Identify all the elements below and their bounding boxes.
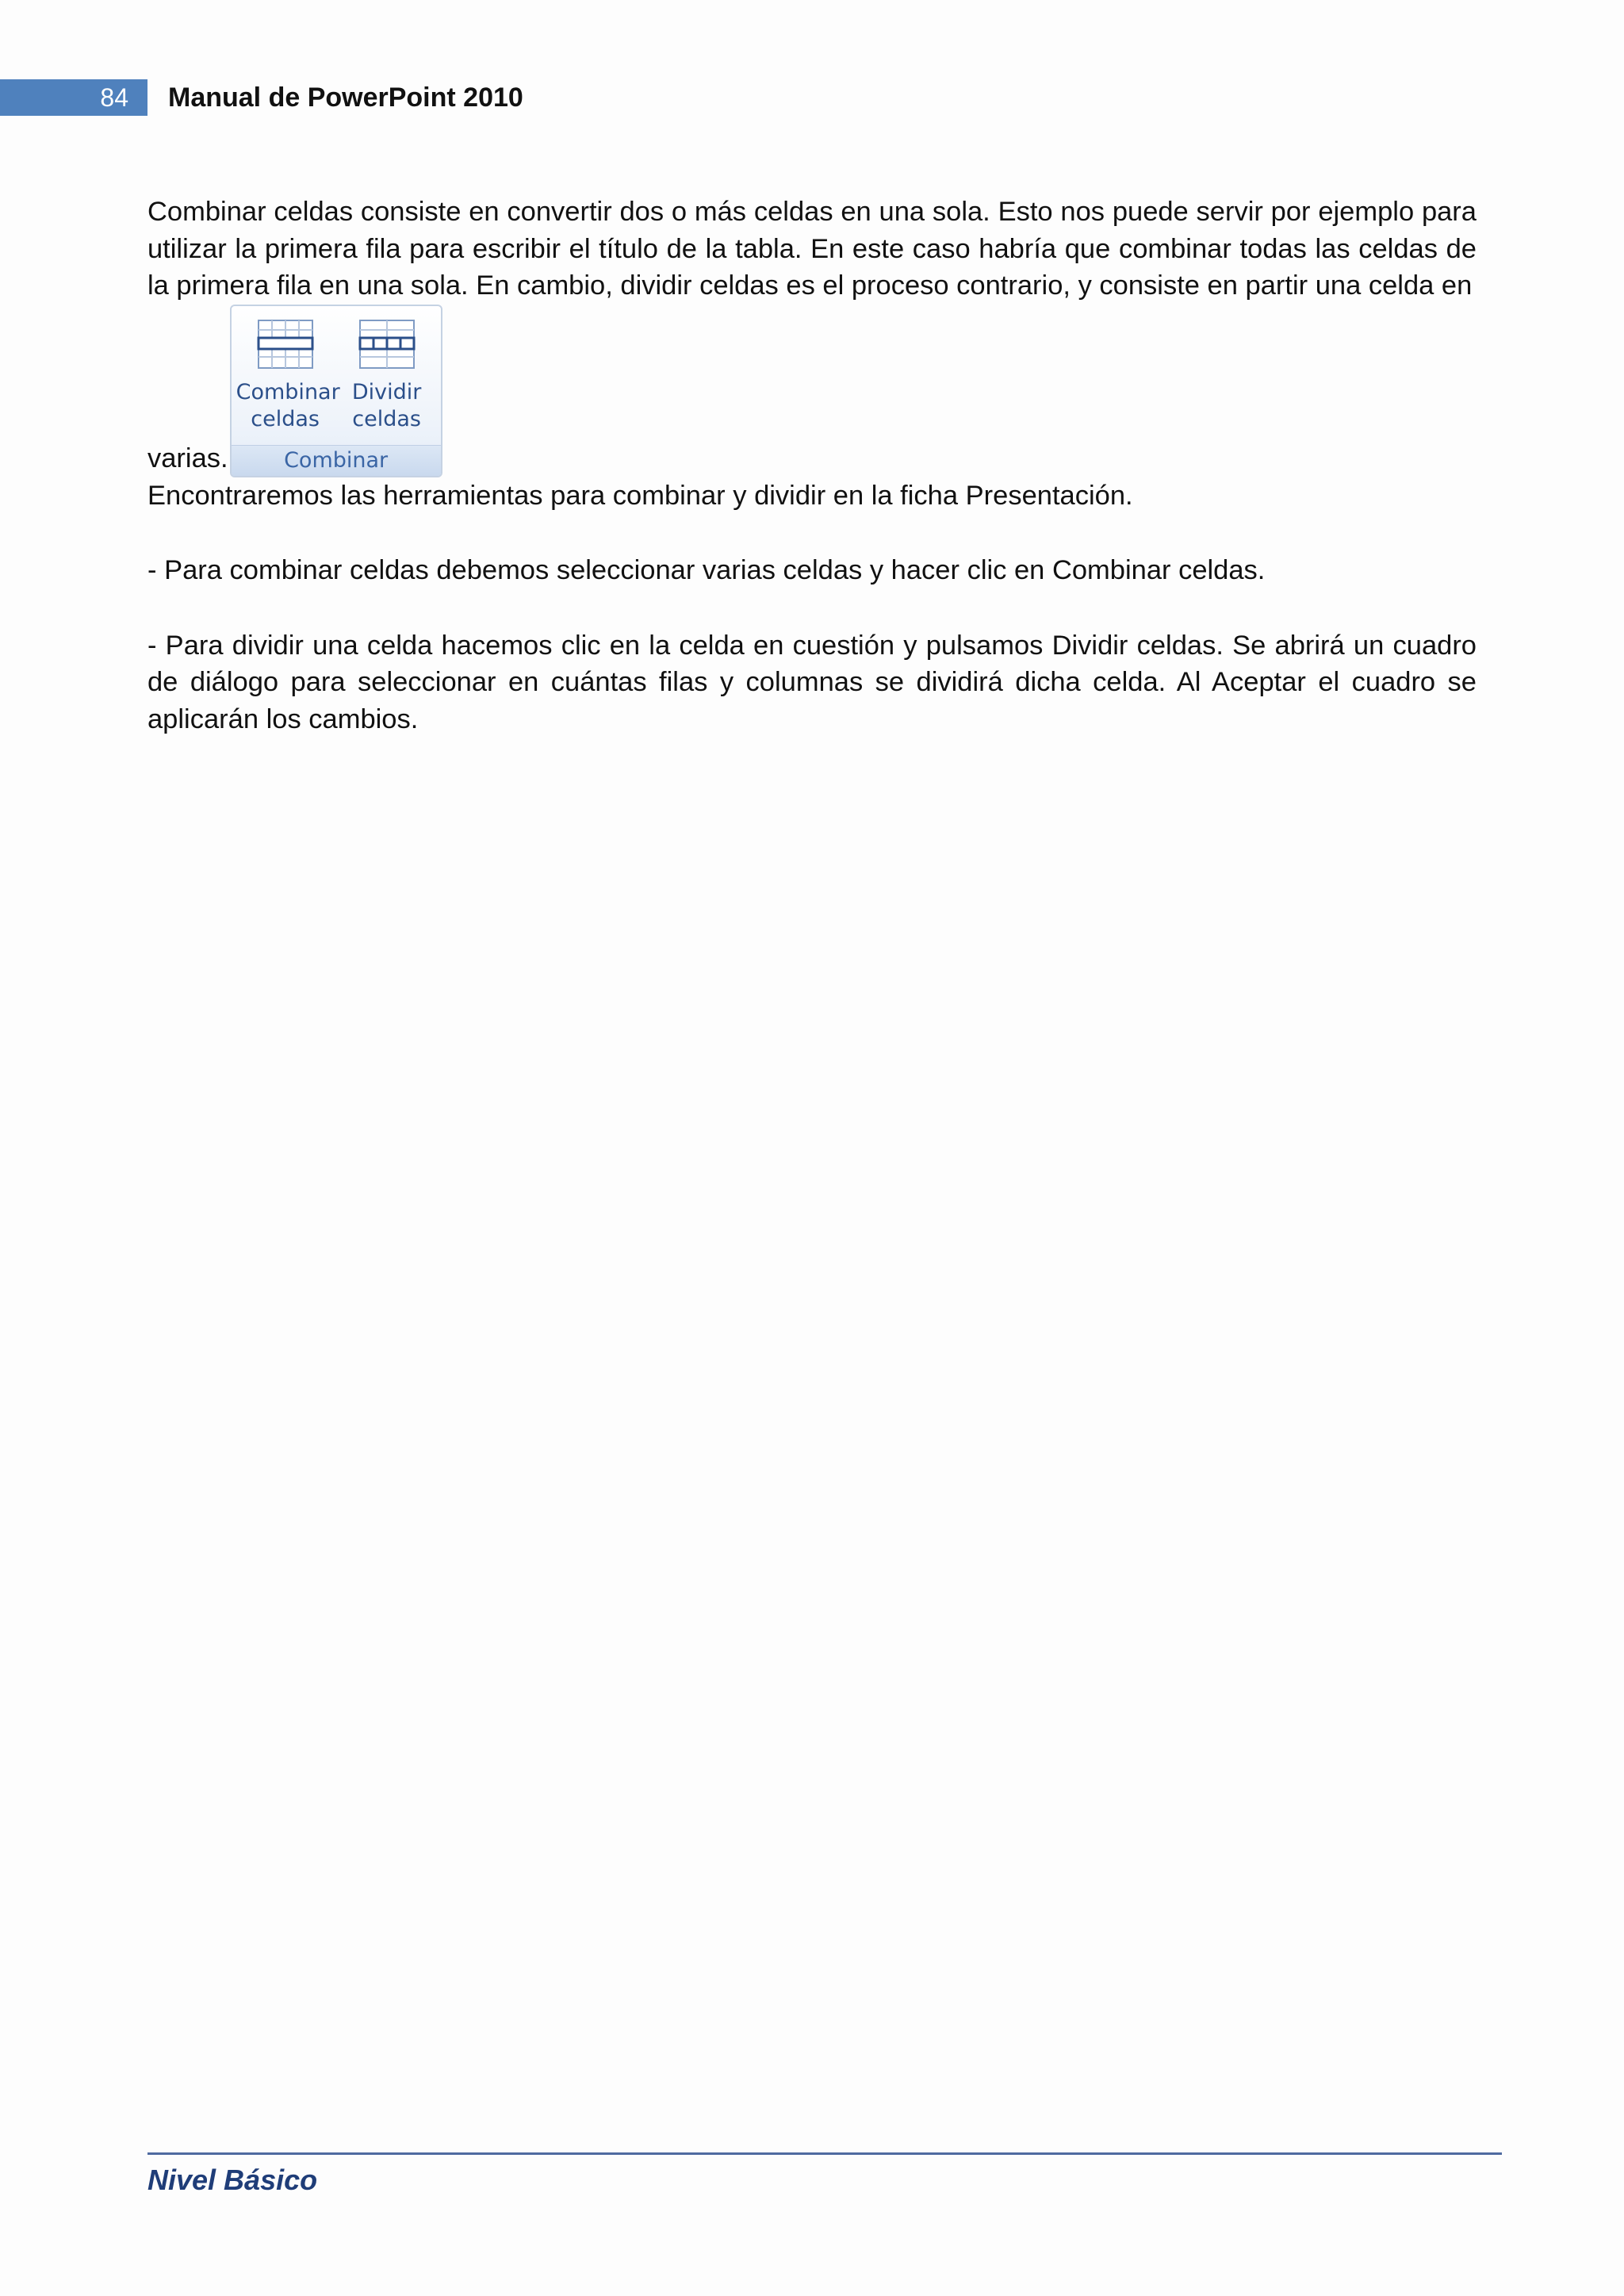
split-cells-icon bbox=[358, 319, 416, 370]
manual-title: Manual de PowerPoint 2010 bbox=[168, 82, 523, 113]
paragraph-intro-tail bbox=[147, 305, 1477, 477]
ribbon-combine-group bbox=[230, 305, 442, 477]
merge-cells-label-line1: Combinar bbox=[236, 379, 340, 404]
footer-level: Nivel Básico bbox=[147, 2164, 318, 2196]
ribbon-group-label: Combinar bbox=[232, 445, 441, 476]
document-body bbox=[147, 194, 1477, 738]
merge-cells-button[interactable] bbox=[236, 312, 340, 446]
split-cells-label-line2: celdas bbox=[352, 406, 421, 431]
merge-cells-label-line2: celdas bbox=[251, 406, 320, 431]
paragraph-intro bbox=[147, 194, 1477, 305]
paragraph-intro-text: Combinar celdas consiste en convertir dos o más celdas en una sola. Esto nos puede servir por ejemplo para utilizar la primera fila para escribir el título de la tabla. En este caso habría que combinar todas las celdas de la primera fila en una sola. En cambio, dividir celdas es el proceso contrario, y consiste en partir una celda en bbox=[147, 197, 1477, 301]
split-cells-label-line1: Dividir bbox=[351, 379, 422, 404]
paragraph-split-steps: - Para dividir una celda hacemos clic en la celda en cuestión y pulsamos Dividir celdas. Se abrirá un cuadro de diálogo para seleccionar en cuántas filas y columnas se dividirá dicha celda. Al Aceptar el cuadro se aplicarán los cambios. bbox=[147, 630, 1477, 734]
split-cells-button[interactable] bbox=[338, 312, 436, 446]
footer-divider bbox=[147, 2152, 1502, 2155]
page-header bbox=[0, 79, 634, 116]
paragraph-combine-steps: - Para combinar celdas debemos seleccionar varias celdas y hacer clic en Combinar celdas. bbox=[147, 555, 1266, 585]
merge-cells-icon bbox=[257, 319, 314, 370]
page-number: 84 bbox=[0, 79, 147, 116]
paragraph-intro-tail-text: varias. bbox=[147, 443, 228, 473]
paragraph-tools-location: Encontraremos las herramientas para combinar y dividir en la ficha Presentación. bbox=[147, 480, 1133, 511]
